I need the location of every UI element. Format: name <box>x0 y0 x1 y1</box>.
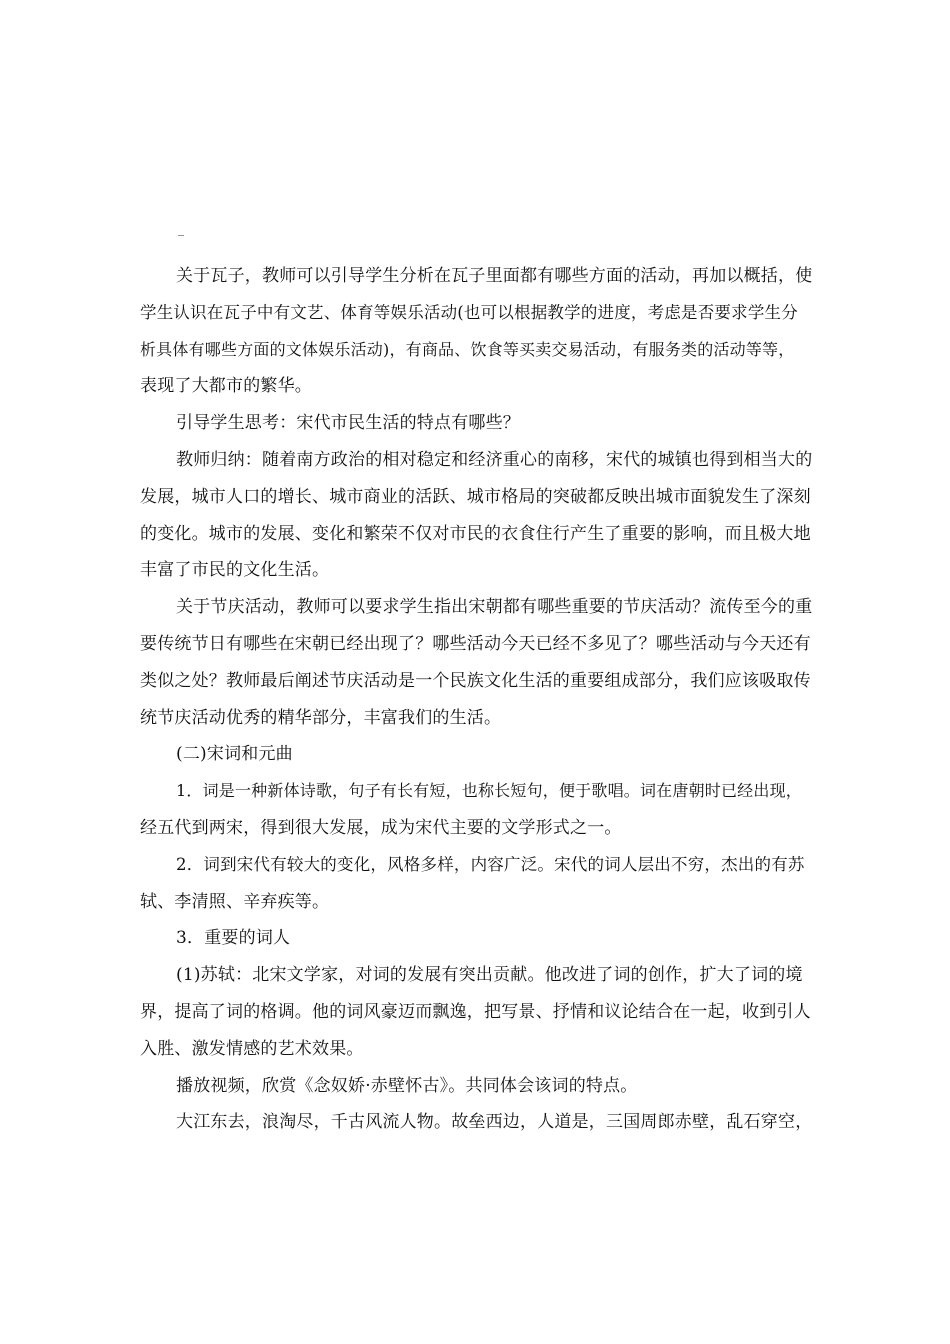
text-line: 3．重要的词人 <box>176 928 291 949</box>
text-line: 丰富了市民的文化生活。 <box>140 560 330 581</box>
text-line: 轼、李清照、辛弃疾等。 <box>140 891 330 912</box>
text-line: (二)宋词和元曲 <box>176 744 293 765</box>
text-line: 播放视频，欣赏《念奴娇·赤壁怀古》。共同体会该词的特点。 <box>176 1075 638 1096</box>
text-line: 类似之处？教师最后阐述节庆活动是一个民族文化生活的重要组成部分，我们应该吸取传 <box>140 670 811 691</box>
text-line: 1．词是一种新体诗歌，句子有长有短，也称长短句，便于歌唱。词在唐朝时已经出现， <box>176 781 802 801</box>
text-line: 入胜、激发情感的艺术效果。 <box>140 1038 364 1059</box>
text-line: 经五代到两宋，得到很大发展，成为宋代主要的文学形式之一。 <box>140 817 622 838</box>
text-line: 统节庆活动优秀的精华部分，丰富我们的生活。 <box>140 707 502 728</box>
text-line: 发展，城市人口的增长、城市商业的活跃、城市格局的突破都反映出城市面貌发生了深刻 <box>140 486 811 507</box>
text-line: 的变化。城市的发展、变化和繁荣不仅对市民的衣食住行产生了重要的影响，而且极大地 <box>140 523 811 544</box>
text-line: 关于节庆活动，教师可以要求学生指出宋朝都有哪些重要的节庆活动？流传至今的重 <box>176 597 813 618</box>
text-line: 教师归纳：随着南方政治的相对稳定和经济重心的南移，宋代的城镇也得到相当大的 <box>176 449 813 470</box>
header-mark: _ <box>178 222 184 236</box>
text-line: 学生认识在瓦子中有文艺、体育等娱乐活动(也可以根据教学的进度，考虑是否要求学生分 <box>140 302 798 322</box>
text-line: 引导学生思考：宋代市民生活的特点有哪些？ <box>176 413 520 434</box>
text-line: 关于瓦子，教师可以引导学生分析在瓦子里面都有哪些方面的活动，再加以概括，使 <box>176 266 813 286</box>
text-line: 表现了大都市的繁华。 <box>140 376 312 397</box>
text-line: (1)苏轼：北宋文学家，对词的发展有突出贡献。他改进了词的创作，扩大了词的境 <box>176 965 803 986</box>
body-text <box>140 258 814 1141</box>
text-line: 界，提高了词的格调。他的词风豪迈而飘逸，把写景、抒情和议论结合在一起，收到引人 <box>140 1001 811 1022</box>
text-line: 2．词到宋代有较大的变化，风格多样，内容广泛。宋代的词人层出不穷，杰出的有苏 <box>176 854 805 874</box>
text-line: 要传统节日有哪些在宋朝已经出现了？哪些活动今天已经不多见了？哪些活动与今天还有 <box>140 633 811 654</box>
text-line: 大江东去，浪淘尽，千古风流人物。故垒西边，人道是，三国周郎赤壁，乱石穿空， <box>176 1112 813 1133</box>
text-line: 析具体有哪些方面的文体娱乐活动)，有商品、饮食等买卖交易活动，有服务类的活动等等， <box>140 339 795 359</box>
